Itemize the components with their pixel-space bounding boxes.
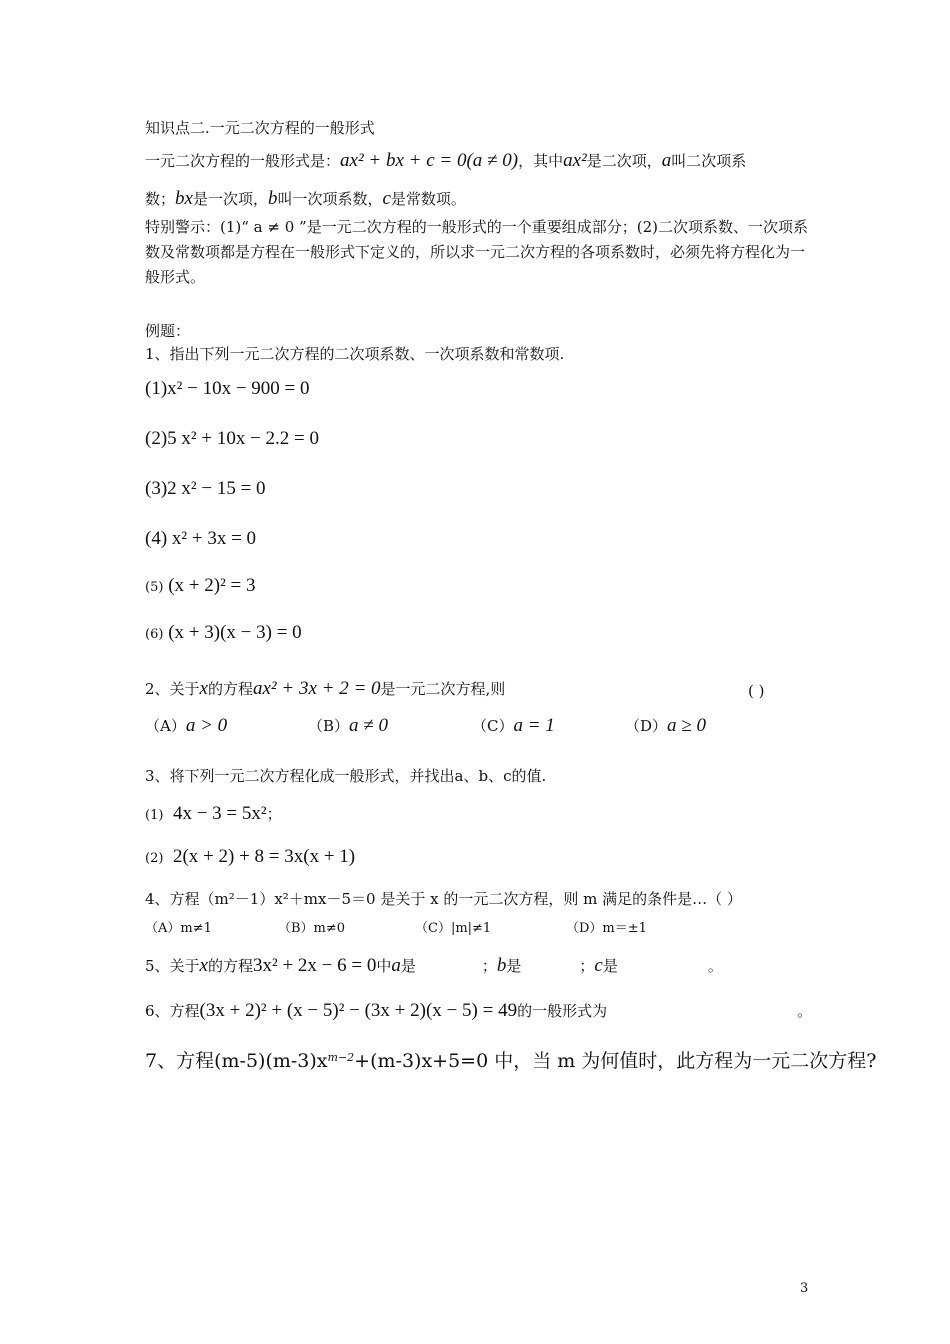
option-expr: a ≥ 0: [667, 715, 706, 736]
q2-option-a: [145, 715, 227, 737]
answer-paren: ( ): [748, 682, 765, 700]
q5-text: 是: [400, 957, 416, 975]
q2-option-c: [472, 715, 555, 737]
definition-lead: 一元二次方程的一般形式是：: [145, 152, 341, 170]
definition-line-2: [145, 188, 466, 211]
q3-item-2: [145, 846, 355, 869]
q5-text: 中: [376, 957, 392, 975]
q5-text: ；: [579, 957, 595, 975]
item-number: (6): [145, 627, 164, 642]
q5-text: 是: [602, 957, 618, 975]
q2-text: 的方程: [207, 680, 253, 698]
definition-text: 叫一次项系数，: [277, 190, 383, 208]
quadratic-term: ax²: [563, 150, 587, 171]
q6-text: 的一般形式为: [517, 1002, 608, 1020]
item-number: (1): [145, 808, 164, 823]
q3-item-1: [145, 803, 282, 826]
q2-option-d: [625, 715, 706, 737]
definition-text: 是二次项，: [586, 152, 662, 170]
q7-text: +(m-3)x+5=0 中，当 m 为何值时，此方程为一元二次方程?: [354, 1050, 877, 1072]
q1-item-5: [145, 575, 255, 598]
examples-label: 例题：: [145, 322, 191, 340]
item-number: (5): [145, 580, 164, 595]
option-expr: a > 0: [185, 715, 228, 736]
question-4: 4、方程（m²－1）x²＋mx－5＝0 是关于 x 的一元二次方程，则 m 满足的条件是…（ ）: [145, 890, 742, 908]
option-expr: a = 1: [513, 715, 555, 736]
q5-text: 5、关于: [145, 957, 200, 975]
option-label: （D）: [625, 717, 668, 735]
q1-item-4: (4) x² + 3x = 0: [145, 528, 257, 549]
definition-text: ，其中: [518, 152, 564, 170]
q7-text: 7、方程(m-5)(m-3)x: [145, 1050, 328, 1072]
question-3: 3、将下列一元二次方程化成一般形式，并找出a、b、c的值.: [145, 767, 547, 785]
equation: (x + 3)(x − 3) = 0: [168, 622, 302, 643]
question-2: [145, 678, 505, 701]
equation: 2(x + 2) + 8 = 3x(x + 1): [172, 846, 356, 867]
equation: (x + 2)² = 3: [168, 575, 256, 596]
definition-text: 是常数项。: [390, 190, 466, 208]
equation: 4x − 3 = 5x²: [172, 803, 267, 824]
special-warning: 特别警示：(1)“ a ≠ 0 ”是一元二次方程的一般形式的一个重要组成部分；(2)二次项系数、一次项系数及常数项都是方程在一般形式下定义的，所以求一元二次方程的各项系数时，必须先将方程化为一般形式。: [145, 218, 808, 286]
q1-item-6: [145, 622, 302, 645]
q1-item-3: (3)2 x² − 15 = 0: [145, 478, 266, 499]
var-b: b: [496, 955, 507, 976]
var-a: a: [391, 955, 401, 976]
q2-text: 是一元二次方程,则: [380, 680, 506, 698]
q5-text: 是: [506, 957, 522, 975]
question-5: [145, 955, 723, 978]
var-c: c: [594, 955, 603, 976]
question-6: [145, 1000, 812, 1023]
q5-text: 的方程: [207, 957, 253, 975]
q4-option-b: （B）m≠0: [278, 921, 346, 936]
q6-equation: (3x + 2)² + (x − 5)² − (3x + 2)(x − 5) = 49: [199, 1000, 518, 1021]
option-label: （A）: [145, 717, 186, 735]
definition-text: 是一次项，: [192, 190, 268, 208]
page-number: 3: [800, 1281, 809, 1296]
item-number: (2): [145, 851, 164, 866]
option-expr: a ≠ 0: [349, 715, 388, 736]
q2-equation: ax² + 3x + 2 = 0: [253, 678, 381, 699]
q6-text: 。: [797, 1002, 813, 1020]
linear-term: bx: [175, 188, 193, 209]
q1-item-2: (2)5 x² + 10x − 2.2 = 0: [145, 428, 319, 449]
section-title: 知识点二.一元二次方程的一般形式: [145, 119, 375, 137]
option-label: （B）: [308, 717, 350, 735]
definition-line-1: [145, 150, 746, 173]
option-label: （C）: [472, 717, 514, 735]
definition-text: 数；: [145, 190, 176, 208]
q5-text: 。: [707, 957, 723, 975]
question-7: [145, 1050, 877, 1073]
var-a: a: [661, 150, 672, 171]
q4-option-c: （C）|m|≠1: [415, 921, 492, 936]
q1-item-1: (1)x² − 10x − 900 = 0: [145, 378, 310, 399]
q2-option-b: [308, 715, 388, 737]
question-1: 1、指出下列一元二次方程的二次项系数、一次项系数和常数项.: [145, 345, 565, 363]
general-form-formula: ax² + bx + c = 0(a ≠ 0): [340, 150, 519, 171]
q4-option-a: （A）m≠1: [145, 921, 212, 936]
q5-text: ；: [481, 957, 497, 975]
q5-equation: 3x² + 2x − 6 = 0: [253, 955, 377, 976]
definition-text: 叫二次项系: [671, 152, 747, 170]
item-end: ；: [266, 805, 282, 823]
var-x: x: [199, 955, 208, 976]
q6-text: 6、方程: [145, 1002, 200, 1020]
q7-exponent: m−2: [327, 1051, 355, 1064]
var-x: x: [199, 678, 208, 699]
q4-option-d: （D）m＝±1: [566, 921, 647, 936]
var-b: b: [267, 188, 278, 209]
var-c: c: [382, 188, 391, 209]
q2-text: 2、关于: [145, 680, 200, 698]
